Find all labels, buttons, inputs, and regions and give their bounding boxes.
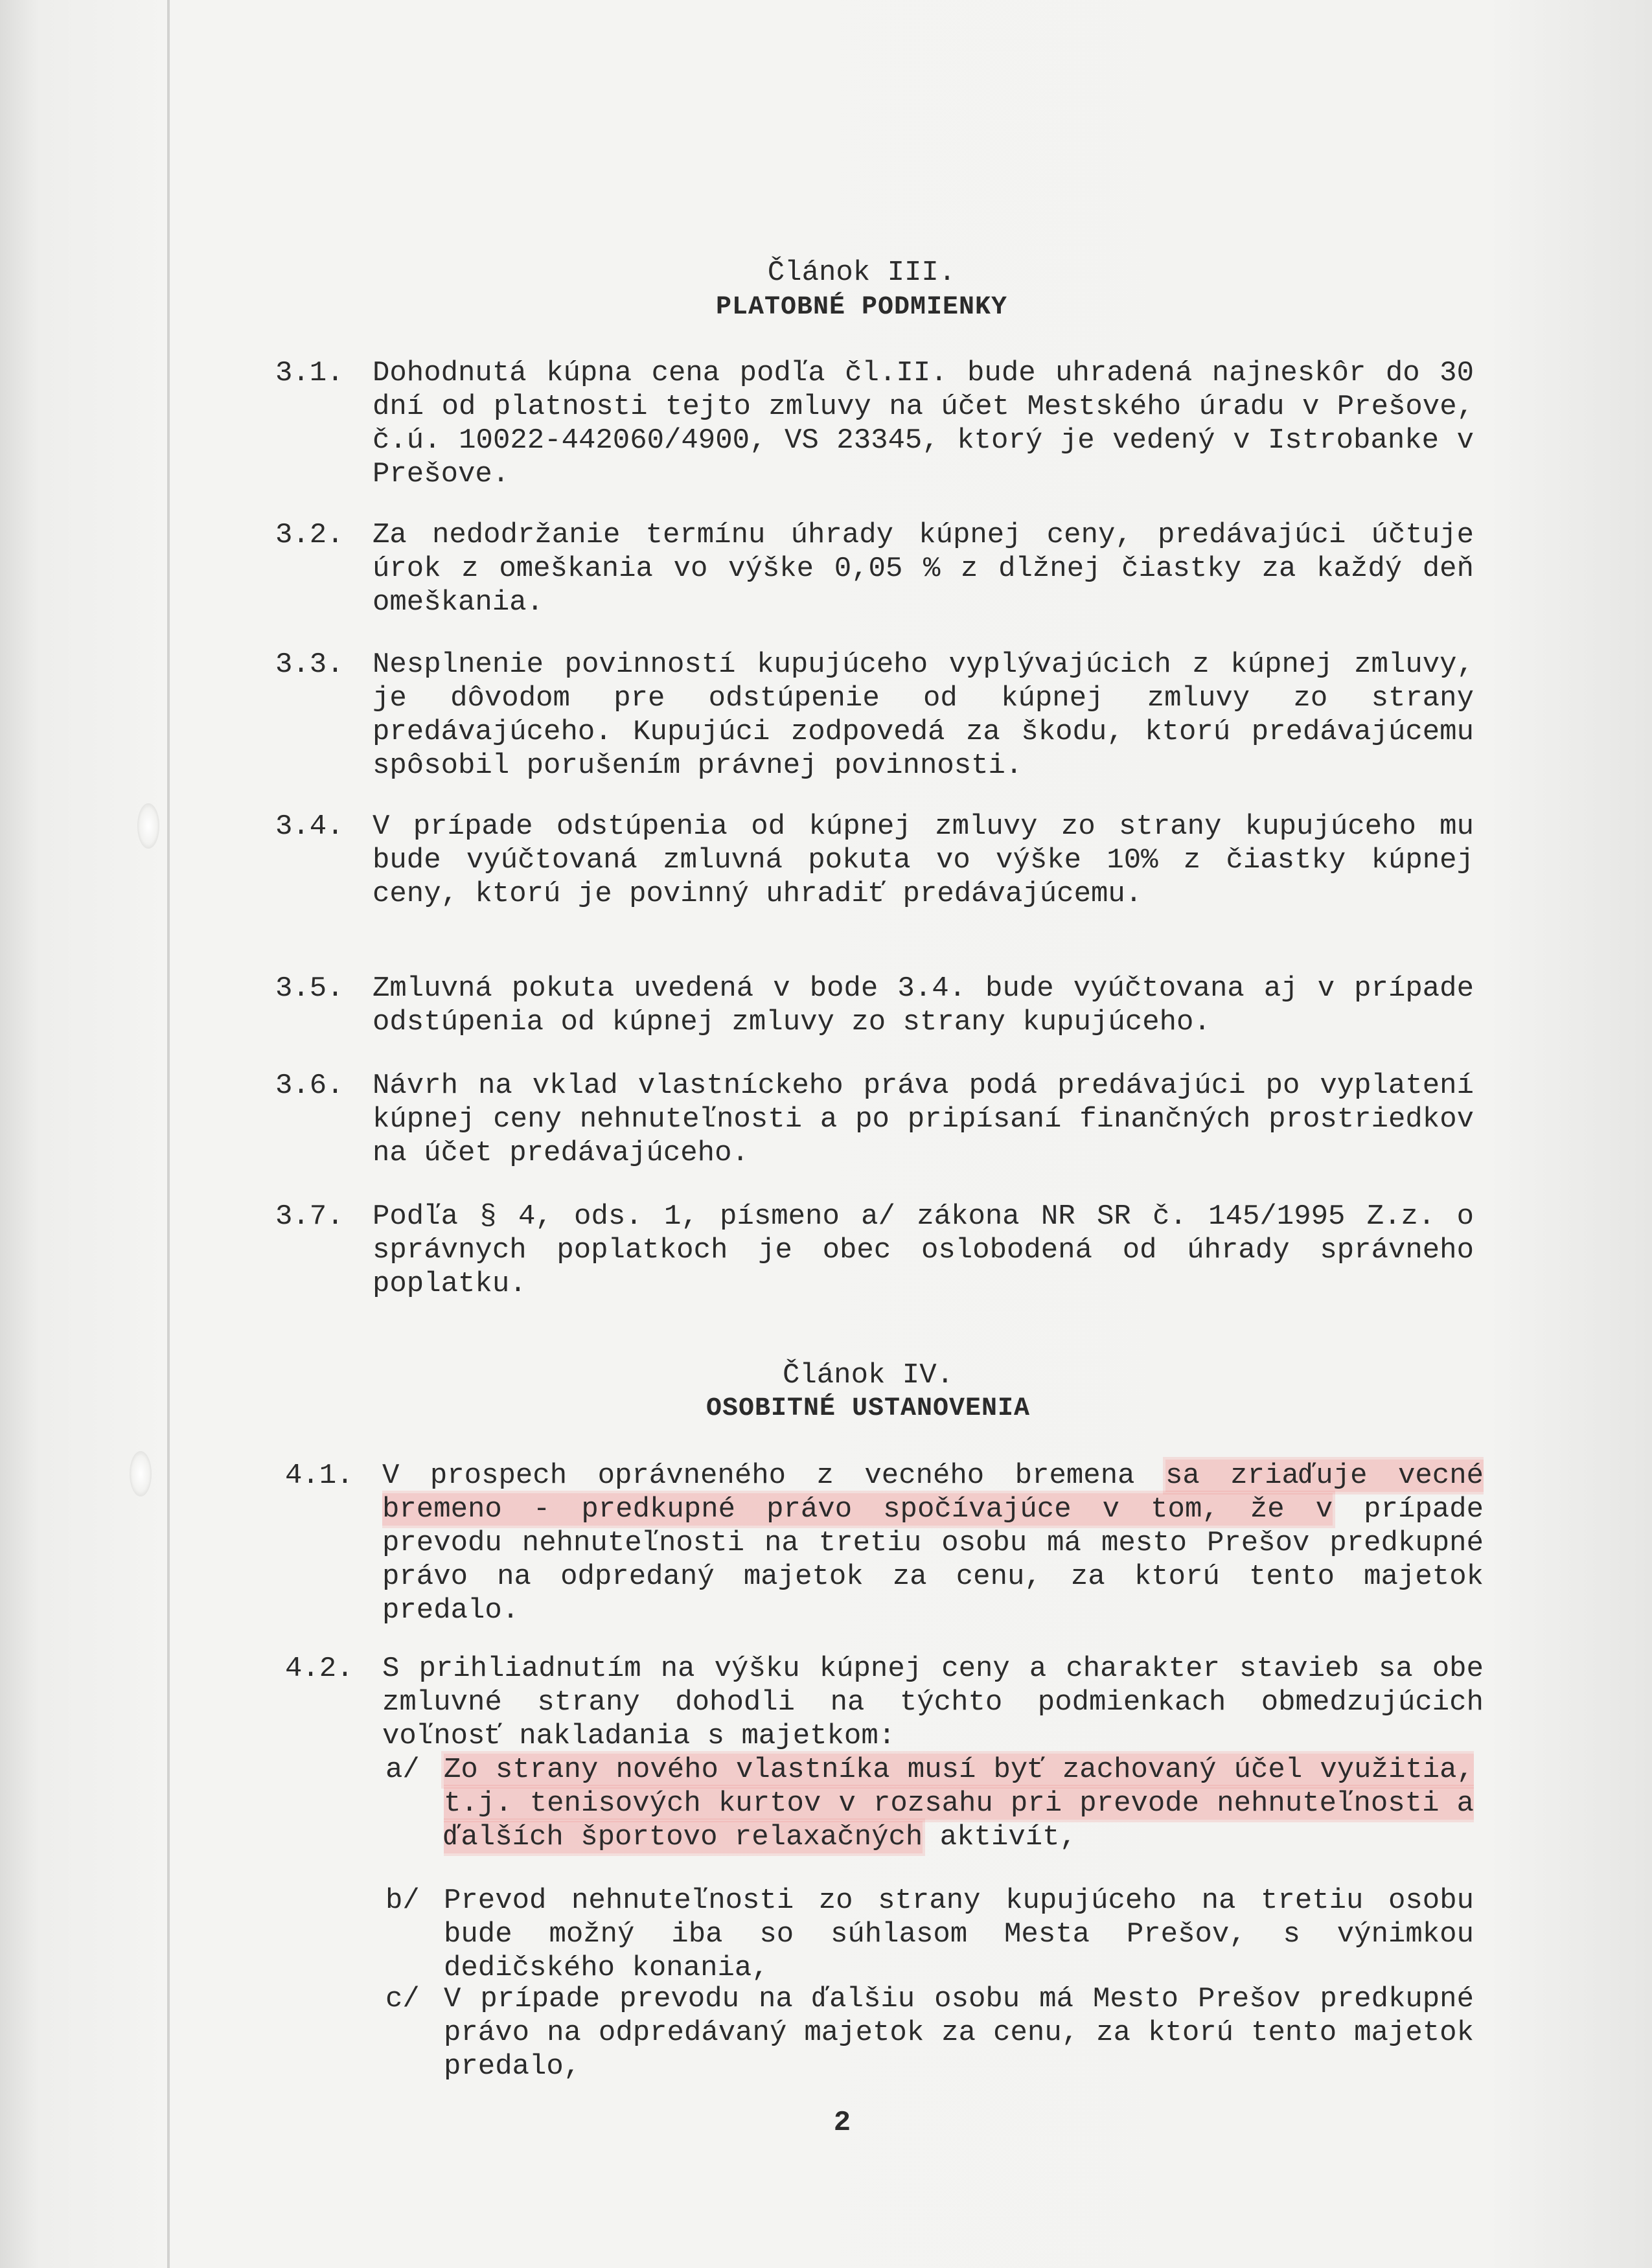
subitem-text xyxy=(444,1753,1474,1854)
page-number: 2 xyxy=(833,2107,851,2139)
clause-text-part: prípade prevodu nehnuteľnosti na tretiu osobu má mesto Prešov predkupné právo na odpredaný majetok za cenu, za ktorú tento majetok predalo. xyxy=(382,1493,1484,1627)
clause-intro: S prihliadnutím na výšku kúpnej ceny a charakter stavieb sa obe zmluvné strany dohodli na týchto podmienkach obmedzujúcich voľnosť nakladania s majetkom: xyxy=(382,1653,1484,1752)
clause-number: 3.3. xyxy=(275,648,344,681)
subitem-text: V prípade prevodu na ďalšiu osobu má Mesto Prešov predkupné právo na odpredávaný majetok za cenu, za ktorú tento majetok predalo, xyxy=(444,1983,1474,2083)
clause-text: Zmluvná pokuta uvedená v bode 3.4. bude vyúčtovana aj v prípade odstúpenia od kúpnej zmluvy zo strany kupujúceho. xyxy=(373,972,1474,1038)
clause-text-part: V prospech oprávneného z vecného bremena xyxy=(382,1460,1165,1492)
clause-text: Podľa § 4, ods. 1, písmeno a/ zákona NR SR č. 145/1995 Z.z. o správnych poplatkoch je obec oslobodená od úhrady správneho poplatku. xyxy=(373,1200,1474,1300)
article-3-title: PLATOBNÉ PODMIENKY xyxy=(715,293,1008,322)
highlighted-text: Zo strany nového vlastníka musí byť zachovaný účel využitia, t.j. tenisových kurtov v rozsahu pri prevode nehnuteľnosti a ďalších športovo relaxačných xyxy=(444,1754,1474,1853)
page-edge xyxy=(167,0,170,2268)
clause-text: Za nedodržanie termínu úhrady kúpnej ceny, predávajúci účtuje úrok z omeškania vo výške 0,05 % z dlžnej čiastky za každý deň omeškania. xyxy=(373,519,1474,619)
subitem-letter: b/ xyxy=(385,1884,420,1917)
article-3-number: Článok III. xyxy=(767,257,956,289)
punch-hole xyxy=(130,1451,152,1496)
clause-text xyxy=(382,1459,1484,1627)
clause-text: V prípade odstúpenia od kúpnej zmluvy zo strany kupujúceho mu bude vyúčtovaná zmluvná pokuta vo výške 10% z čiastky kúpnej ceny, ktorú je povinný uhradiť predávajúcemu. xyxy=(373,810,1474,910)
article-4-number: Článok IV. xyxy=(782,1359,954,1392)
clause-number: 3.7. xyxy=(275,1200,344,1233)
clause-number: 3.1. xyxy=(275,357,344,389)
clause-text: Návrh na vklad vlastníckeho práva podá predávajúci po vyplatení kúpnej ceny nehnuteľnosti a po pripísaní finančných prostriedkov na účet predávajúceho. xyxy=(373,1070,1474,1169)
punch-hole xyxy=(137,803,159,849)
clause-number: 3.2. xyxy=(275,519,344,551)
highlighted-text: sa zriaďuje vecné bremeno - predkupné právo spočívajúce v tom, že v xyxy=(382,1460,1484,1526)
subitem-letter: a/ xyxy=(385,1754,420,1786)
clause-number: 3.4. xyxy=(275,810,344,843)
subitem-text-part: aktivít, xyxy=(923,1821,1077,1853)
subitem-letter: c/ xyxy=(385,1983,420,2015)
clause-number: 4.2. xyxy=(285,1653,354,1685)
clause-text: Dohodnutá kúpna cena podľa čl.II. bude uhradená najneskôr do 30 dní od platnosti tejto zmluvy na účet Mestského úradu v Prešove, č.ú. 10022-442060/4900, VS 23345, ktorý je vedený v Istrobanke v Prešove. xyxy=(373,357,1474,490)
clause-text: Nesplnenie povinností kupujúceho vyplývajúcich z kúpnej zmluvy, je dôvodom pre odstúpenie od kúpnej zmluvy zo strany predávajúceho. Kupujúci zodpovedá za škodu, ktorú predávajúcemu spôsobil porušením právnej povinnosti. xyxy=(373,648,1474,782)
clause-number: 3.6. xyxy=(275,1070,344,1102)
clause-number: 3.5. xyxy=(275,972,344,1005)
article-4-title: OSOBITNÉ USTANOVENIA xyxy=(706,1394,1031,1423)
clause-number: 4.1. xyxy=(285,1460,354,1492)
subitem-text: Prevod nehnuteľnosti zo strany kupujúceho na tretiu osobu bude možný iba so súhlasom Mesta Prešov, s výnimkou dedičského konania, xyxy=(444,1884,1474,1984)
